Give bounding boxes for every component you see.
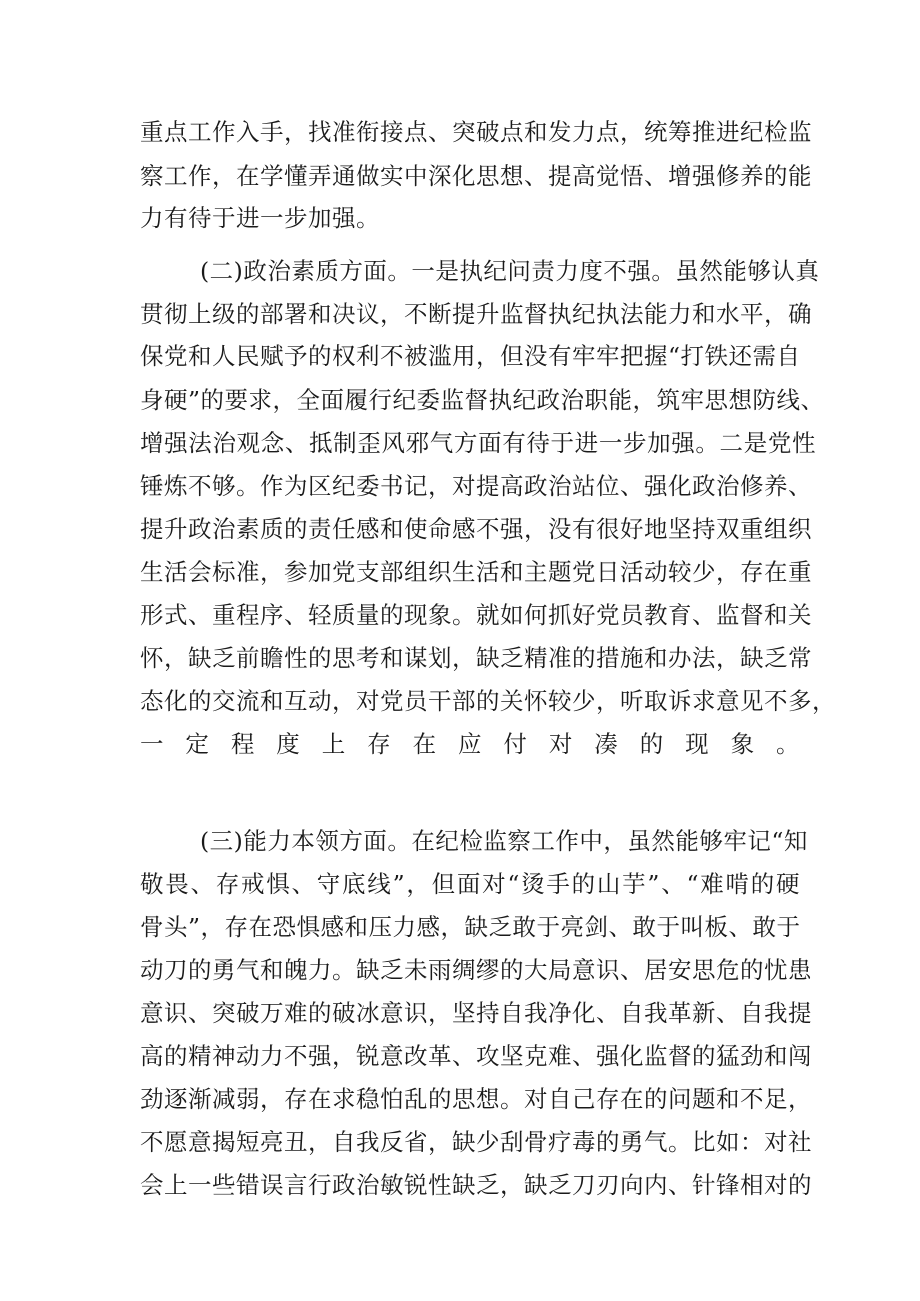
text-line: 高的精神动力不强，锐意改革、攻坚克难、强化监督的猛劲和闯 [140, 1042, 812, 1070]
text-line: 意识、突破万难的破冰意识，坚持自我净化、自我革新、自我提 [140, 999, 812, 1027]
text-line: 增强法治观念、抵制歪风邪气方面有待于进一步加强。二是党性 [140, 429, 816, 457]
text-line: 形式、重程序、轻质量的现象。就如何抓好党员教育、监督和关 [140, 601, 812, 629]
text-line: 贯彻上级的部署和决议，不断提升监督执纪执法能力和水平，确 [140, 300, 812, 328]
text-line: 锤炼不够。作为区纪委书记，对提高政治站位、强化政治修养、 [140, 472, 812, 500]
text-line: 敬畏、存戒惧、守底线”，但面对“烫手的山芋”、“难啃的硬 [140, 870, 800, 898]
text-line: 会上一些错误言行政治敏锐性缺乏，缺乏刀刃向内、针锋相对的 [140, 1171, 812, 1199]
text-line: 察工作，在学懂弄通做实中深化思想、提高觉悟、增强修养的能 [140, 162, 812, 190]
text-line: 骨头”，存在恐惧感和压力感，缺乏敢于亮剑、敢于叫板、敢于 [140, 913, 801, 941]
text-line: 保党和人民赋予的权利不被滥用，但没有牢牢把握“打铁还需自 [140, 342, 801, 370]
text-line: 身硬”的要求，全面履行纪委监督执纪政治职能，筑牢思想防线、 [140, 386, 825, 414]
text-line: 一定程度上存在应付对凑的现象。 [140, 730, 800, 758]
text-line: (二)政治素质方面。一是执纪问责力度不强。虽然能够认真 [200, 257, 820, 285]
text-line: 不愿意揭短亮丑，自我反省，缺少刮骨疗毒的勇气。比如：对社 [140, 1128, 812, 1156]
text-line: 提升政治素质的责任感和使命感不强，没有很好地坚持双重组织 [140, 515, 812, 543]
text-line: 重点工作入手，找准衔接点、突破点和发力点，统筹推进纪检监 [140, 118, 812, 146]
text-line: 生活会标准，参加党支部组织生活和主题党日活动较少，存在重 [140, 558, 812, 586]
text-line: 劲逐渐减弱，存在求稳怕乱的思想。对自己存在的问题和不足， [140, 1085, 812, 1113]
text-line: 怀，缺乏前瞻性的思考和谋划，缺乏精准的措施和办法，缺乏常 [140, 644, 812, 672]
text-line: (三)能力本领方面。在纪检监察工作中，虽然能够牢记“知 [200, 827, 808, 855]
text-line: 动刀的勇气和魄力。缺乏未雨绸缪的大局意识、居安思危的忧患 [140, 956, 812, 984]
text-line: 力有待于进一步加强。 [140, 204, 380, 232]
text-line: 态化的交流和互动，对党员干部的关怀较少，听取诉求意见不多， [140, 687, 836, 715]
